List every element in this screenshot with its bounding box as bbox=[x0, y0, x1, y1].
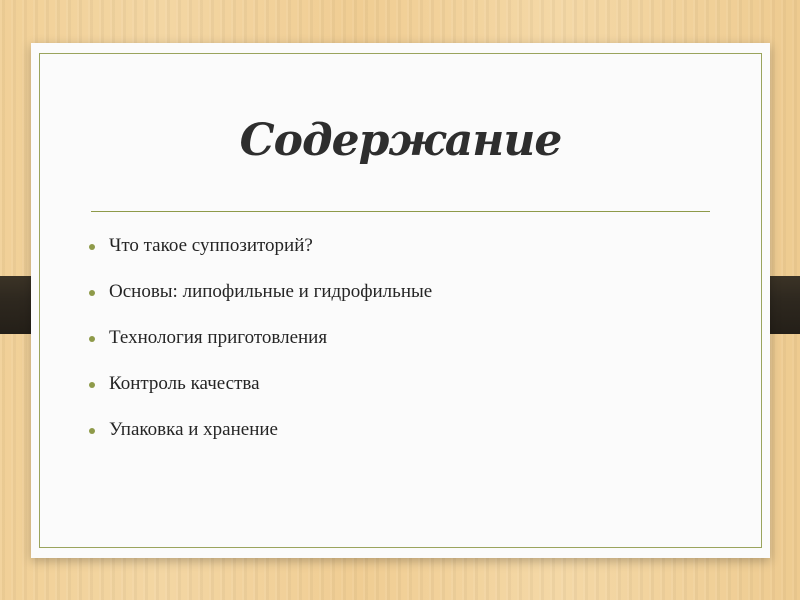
bullet-dot-icon bbox=[89, 382, 95, 388]
bullet-dot-icon bbox=[89, 336, 95, 342]
bullet-text: Контроль качества bbox=[109, 373, 260, 394]
title-divider bbox=[91, 211, 710, 212]
bullet-item bbox=[89, 323, 432, 369]
bullet-dot-icon bbox=[89, 428, 95, 434]
bullet-text: Упаковка и хранение bbox=[109, 419, 278, 440]
bullet-item bbox=[89, 277, 432, 323]
bullet-text: Что такое суппозиторий? bbox=[109, 235, 313, 256]
bullet-text: Основы: липофильные и гидрофильные bbox=[109, 281, 433, 302]
slide bbox=[31, 43, 770, 558]
bullet-dot-icon bbox=[89, 244, 95, 250]
bullet-item bbox=[89, 231, 432, 277]
bullet-item bbox=[89, 369, 432, 415]
slide-title: Содержание bbox=[239, 115, 562, 166]
bullet-list bbox=[89, 231, 432, 461]
bullet-item bbox=[89, 415, 432, 461]
bullet-text: Технология приготовления bbox=[109, 327, 328, 348]
bullet-dot-icon bbox=[89, 290, 95, 296]
